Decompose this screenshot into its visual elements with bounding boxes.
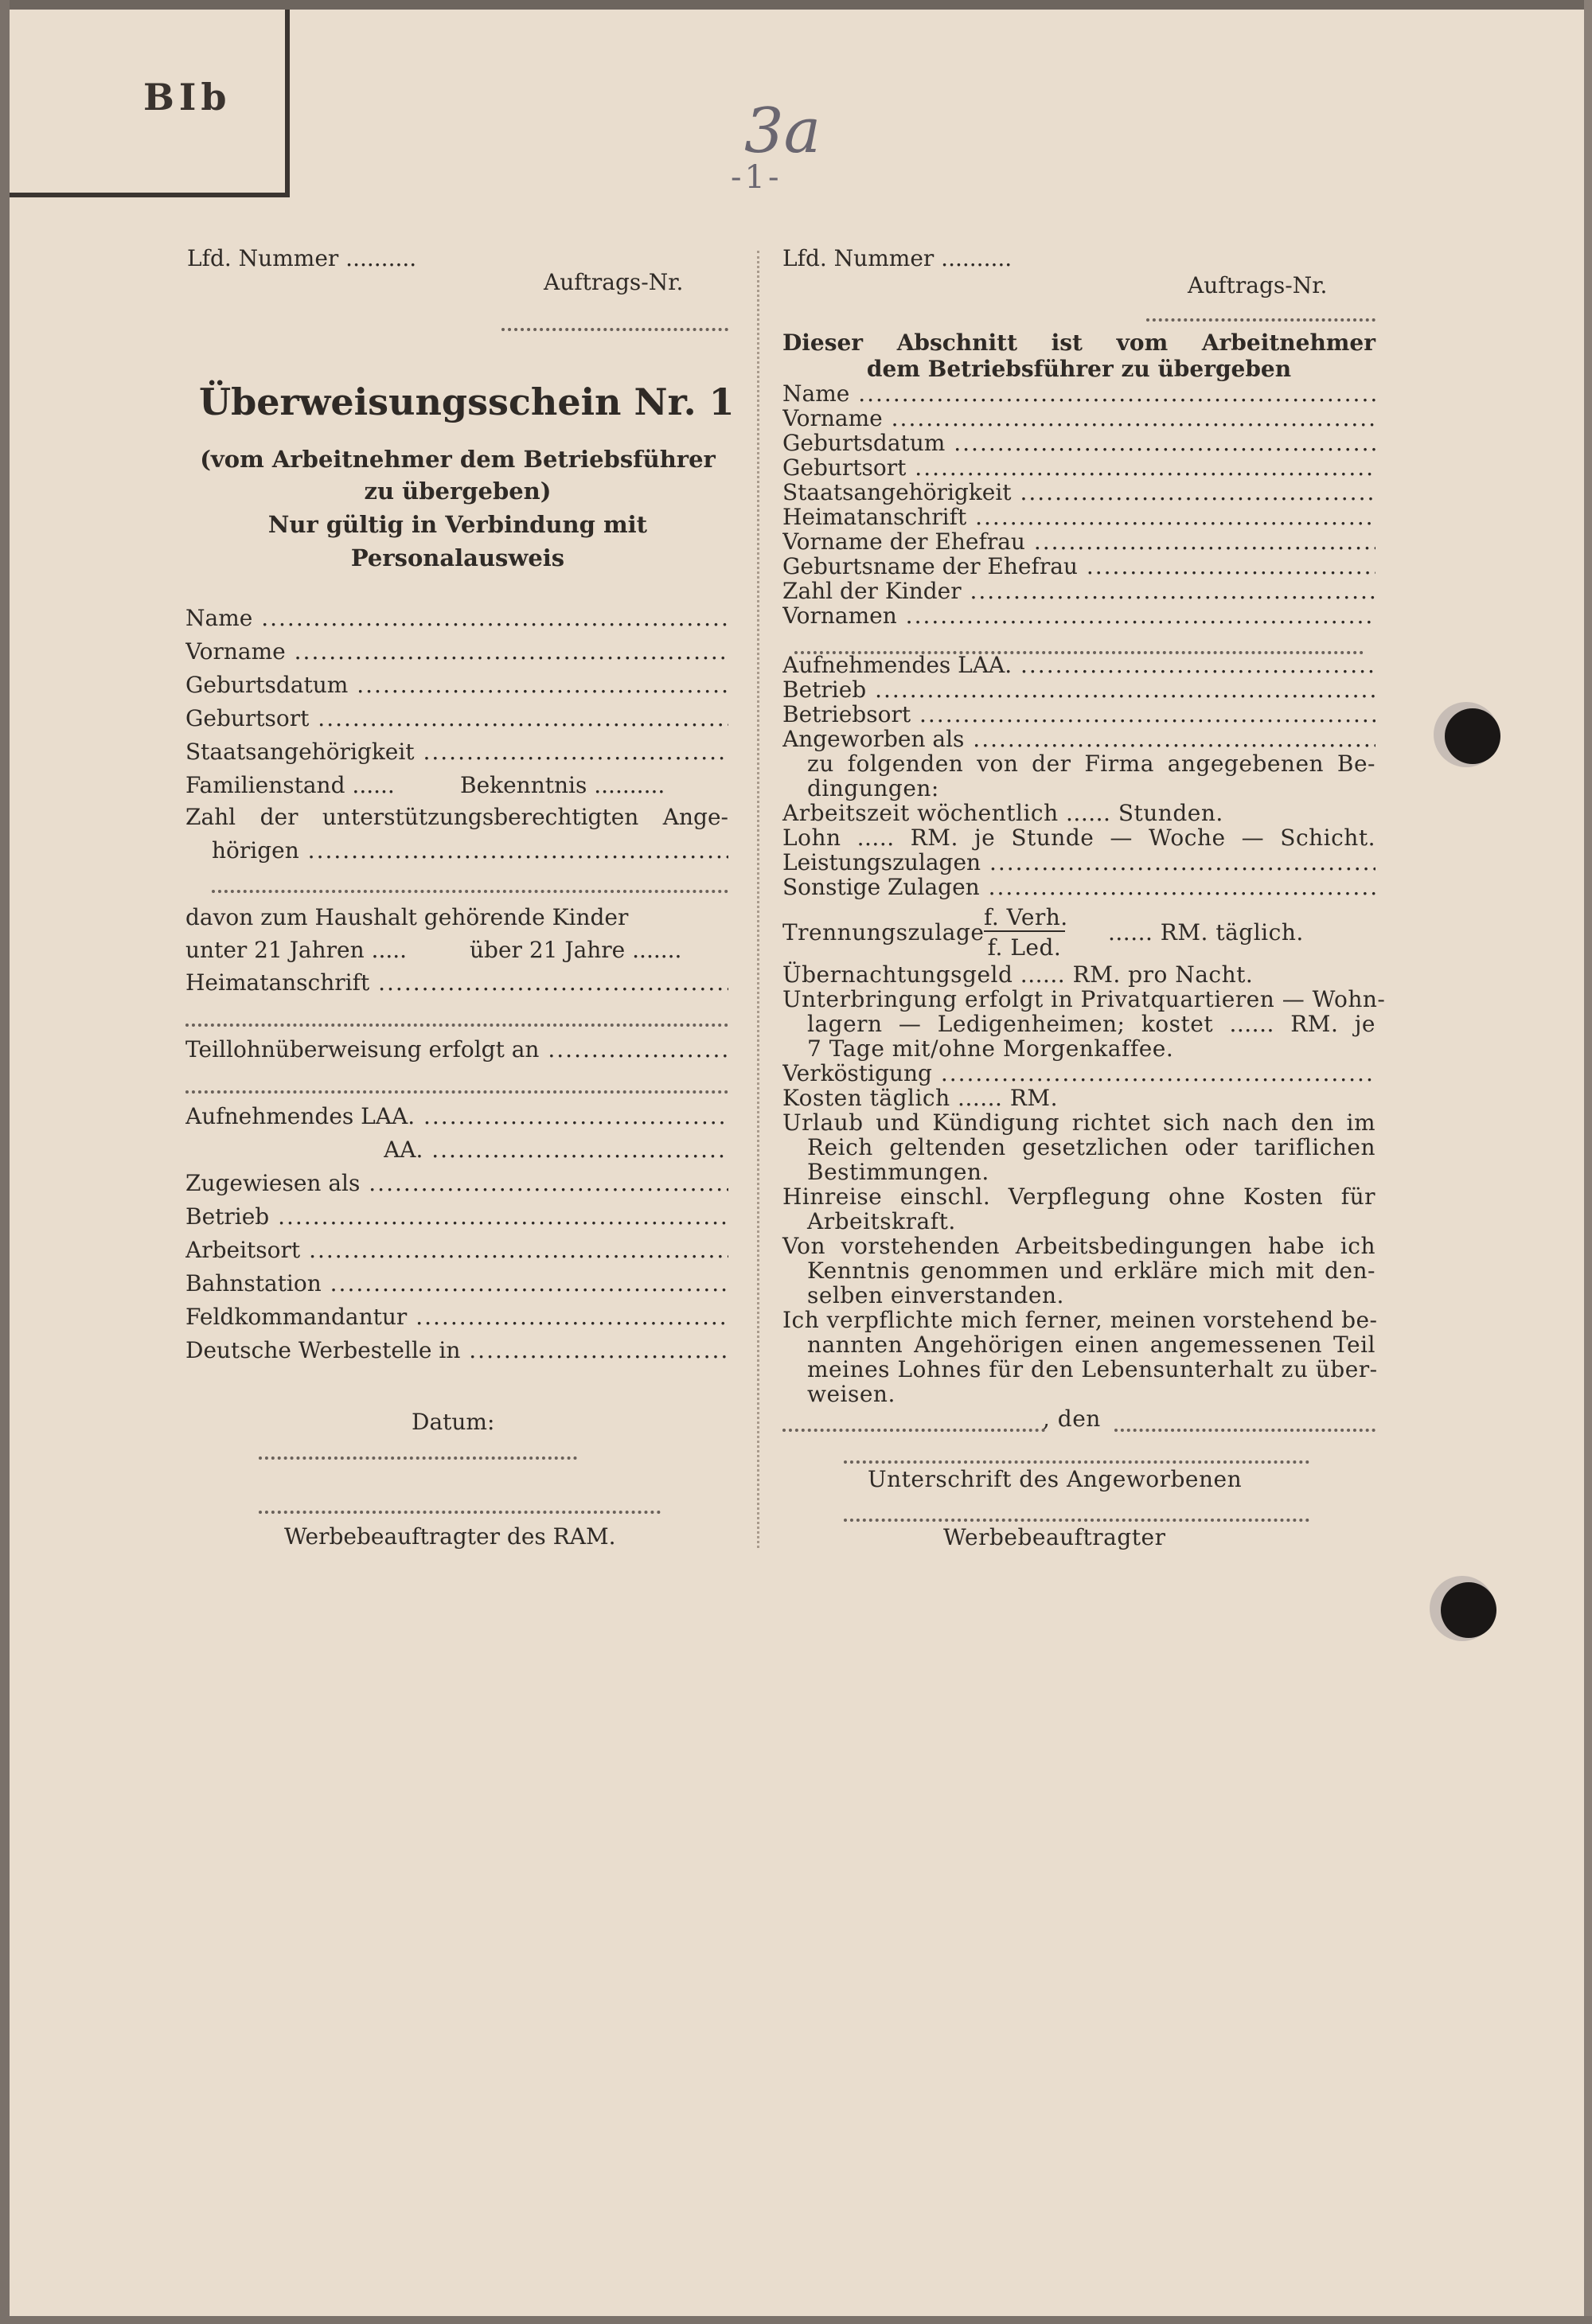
left-field-werbestelle[interactable]: Deutsche Werbestelle in ..... [185,1337,728,1363]
right-von-line-2: Kenntnis genommen und erkläre mich mit den- [807,1258,1375,1284]
right-urlaub-line-2: Reich geltenden gesetzlichen oder tariflichen [807,1134,1375,1160]
handwritten-page-number: 3a [744,96,821,167]
corner-code: BIb [143,76,232,119]
right-heading-line-1: Dieser Abschnitt ist vom Arbeitnehmer [782,329,1375,356]
subtitle-line-2: zu übergeben) [364,478,552,505]
right-field-zahl-kinder[interactable]: Zahl der Kinder ..... [782,578,1375,604]
right-ort-line[interactable] [782,1429,1045,1432]
right-ich-line-2: nannten Angehörigen einen angemessenen Teil [807,1332,1375,1358]
right-unterbringung-line-3: 7 Tage mit/ohne Morgenkaffee. [807,1035,1174,1062]
left-field-angehoerigen[interactable]: hörigen ..... [212,837,728,864]
right-unterschrift-label: Unterschrift des Angeworbenen [868,1466,1243,1492]
right-field-leistungszulagen[interactable]: Leistungszulagen ..... [782,849,1375,875]
right-field-trennung[interactable]: ...... RM. täglich. [1108,919,1304,946]
punch-hole-bottom [1441,1582,1496,1638]
note-line-2: Personalausweis [350,544,565,571]
right-unterbringung-line-1: Unterbringung erfolgt in Privatquartieren — Wohn- [782,986,1386,1012]
right-field-lohn[interactable]: Lohn ..... RM. je Stunde — Woche — Schicht. [782,825,1375,851]
right-field-uebernachtung[interactable]: Übernachtungsgeld ...... RM. pro Nacht. [782,961,1254,988]
right-field-aufnehmendes-laa[interactable]: Aufnehmendes LAA. ..... [782,652,1375,678]
left-field-ueber21[interactable]: über 21 Jahre ....... [470,937,682,963]
left-field-geburtsdatum[interactable]: Geburtsdatum ..... [185,672,728,698]
left-datum-line[interactable] [259,1456,577,1460]
left-field-geburtsort[interactable]: Geburtsort ..... [185,705,728,731]
left-field-bahnstation[interactable]: Bahnstation ..... [185,1270,728,1297]
right-unterbringung-line-2[interactable]: lagern — Ledigenheimen; kostet ...... RM. je [807,1011,1375,1037]
left-field-arbeitsort[interactable]: Arbeitsort ..... [185,1237,728,1263]
punch-hole-top [1445,708,1500,764]
right-field-vorname-ehefrau[interactable]: Vorname der Ehefrau ..... [782,528,1375,555]
right-werbe-line[interactable] [844,1519,1309,1522]
right-field-betriebsort[interactable]: Betriebsort ..... [782,701,1375,727]
scan-edge-left [0,0,10,2324]
right-ich-line-3: meines Lohnes für den Lebensunterhalt zu über- [807,1356,1378,1382]
left-field-aa[interactable]: AA. ..... [384,1137,728,1163]
scan-edge-top [0,0,1592,10]
left-field-familienstand[interactable]: Familienstand ...... [185,772,395,798]
right-trennung-verh: f. Verh. [984,904,1068,930]
right-werbe-label: Werbebeauftragter [943,1524,1166,1550]
handwritten-struck-number: -1- [731,159,782,196]
left-field-heimatanschrift[interactable]: Heimatanschrift ..... [185,969,728,996]
right-hinreise-line-2: Arbeitskraft. [807,1208,956,1234]
right-lfd-nummer: Lfd. Nummer .......... [782,245,1013,271]
left-field-teillohn[interactable]: Teillohnüberweisung erfolgt an ..... [185,1036,728,1063]
right-hinreise-line-1: Hinreise einschl. Verpflegung ohne Kosten für [782,1183,1375,1210]
left-field-unter21[interactable]: unter 21 Jahren ..... [185,937,408,963]
right-field-betrieb[interactable]: Betrieb ..... [782,677,1375,703]
right-ich-line-1: Ich verpflichte mich ferner, meinen vorstehend be- [782,1307,1378,1333]
right-field-staatsangehoerigkeit[interactable]: Staatsangehörigkeit ..... [782,479,1375,505]
right-field-kosten[interactable]: Kosten täglich ...... RM. [782,1085,1058,1111]
note-line-1: Nur gültig in Verbindung mit [267,511,648,538]
form-title: Überweisungsschein Nr. 1 [199,380,735,423]
right-field-geburtsname-ehefrau[interactable]: Geburtsname der Ehefrau ..... [782,553,1375,579]
right-urlaub-line-3: Bestimmungen. [807,1159,989,1185]
left-blank-line-1[interactable] [212,890,728,893]
left-blank-line-2[interactable] [185,1024,728,1027]
right-bedingungen-line-1: zu folgenden von der Firma angegebenen Be- [807,751,1375,777]
left-signature-line[interactable] [259,1511,661,1514]
right-auftrags-line [1146,318,1375,322]
right-bedingungen-line-2: dingungen: [807,775,939,801]
right-field-geburtsort[interactable]: Geburtsort ..... [782,454,1375,481]
left-field-name[interactable]: Name ..... [185,605,728,631]
left-field-vorname[interactable]: Vorname ..... [185,638,728,665]
left-field-bekenntnis[interactable]: Bekenntnis .......... [460,772,665,798]
right-von-line-3: selben einverstanden. [807,1282,1064,1308]
left-kinder-heading: davon zum Haushalt gehörende Kinder [185,904,629,930]
right-field-arbeitszeit[interactable]: Arbeitszeit wöchentlich ...... Stunden. [782,800,1223,826]
right-unterschrift-line[interactable] [844,1460,1309,1464]
column-divider [757,251,759,1548]
scan-edge-bottom [0,2316,1592,2324]
left-zahl-line-1: Zahl der unterstützungsberechtigten Ange- [185,804,728,830]
right-field-vorname[interactable]: Vorname ..... [782,405,1375,431]
left-field-staatsangehoerigkeit[interactable]: Staatsangehörigkeit ..... [185,739,728,765]
scan-edge-right [1584,0,1592,2324]
right-date-line[interactable] [1114,1429,1375,1432]
right-field-verkoestigung[interactable]: Verköstigung ..... [782,1060,1375,1086]
right-heading-line-2: dem Betriebsführer zu übergeben [866,356,1292,382]
left-blank-line-3[interactable] [185,1090,728,1094]
right-urlaub-line-1: Urlaub und Kündigung richtet sich nach den im [782,1109,1375,1136]
left-datum-label: Datum: [412,1409,495,1435]
left-field-feldkommandantur[interactable]: Feldkommandantur ..... [185,1304,728,1330]
right-field-geburtsdatum[interactable]: Geburtsdatum ..... [782,430,1375,456]
right-von-line-1: Von vorstehenden Arbeitsbedingungen habe ich [782,1233,1375,1259]
right-field-name[interactable]: Name ..... [782,380,1375,407]
right-field-heimatanschrift[interactable]: Heimatanschrift ..... [782,504,1375,530]
right-trennung-led: f. Led. [987,934,1062,961]
subtitle-line-1: (vom Arbeitnehmer dem Betriebsführer [200,446,716,473]
right-field-vornamen[interactable]: Vornamen ..... [782,602,1375,629]
right-trennung-label: Trennungszulage [782,919,985,946]
right-den-label: , den [1043,1406,1101,1432]
right-field-sonstige-zulagen[interactable]: Sonstige Zulagen ..... [782,874,1375,900]
right-auftrags-nr: Auftrags-Nr. [1188,272,1328,298]
left-lfd-nummer: Lfd. Nummer .......... [187,245,417,271]
left-field-zugewiesen[interactable]: Zugewiesen als ..... [185,1170,728,1196]
left-signature-label: Werbebeauftragter des RAM. [284,1523,616,1550]
left-field-betrieb[interactable]: Betrieb ..... [185,1203,728,1230]
left-auftrags-nr: Auftrags-Nr. [544,269,684,295]
right-ich-line-4: weisen. [807,1381,896,1407]
left-auftrags-line [501,328,728,331]
left-field-aufnehmendes-laa[interactable]: Aufnehmendes LAA. ..... [185,1103,728,1129]
right-field-angeworben-als[interactable]: Angeworben als ..... [782,726,1375,752]
